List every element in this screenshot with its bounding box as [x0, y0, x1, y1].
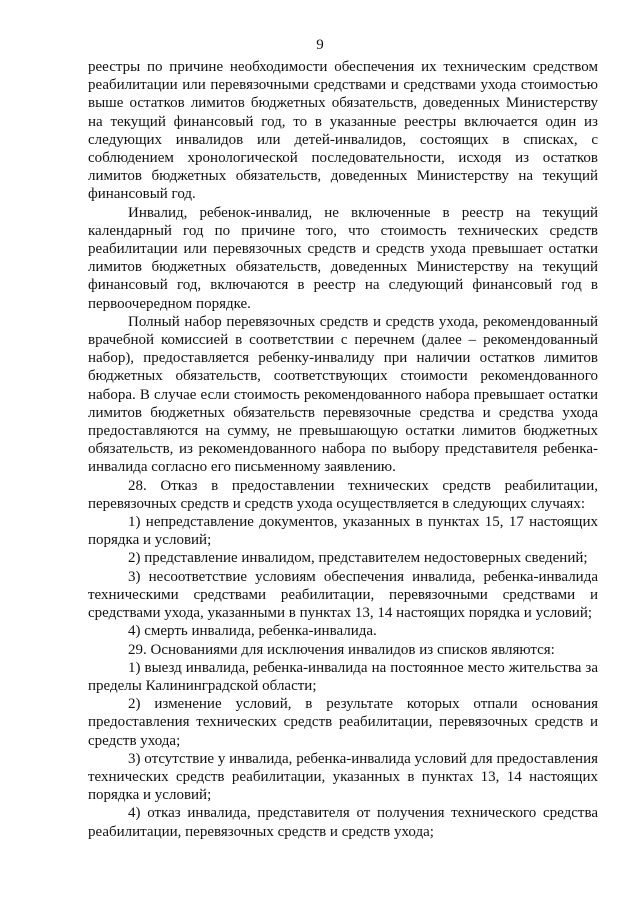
paragraph-28-item-3: 3) несоответствие условиям обеспечения инвалида, ребенка-инвалида техническими средствами реабилитации, перевязочными средствами и средствами ухода, указанными в пунктах 13, 14 настоящих порядка и условий; — [88, 568, 598, 622]
paragraph-full-set: Полный набор перевязочных средств и средств ухода, рекомендованный врачебной комиссией в соответствии с перечнем (далее – рекомендованный набор), предоставляется ребенку-инвалиду при наличии остатков лимитов бюджетных обязательств, соответствующих стоимости рекомендованного набора. В случае если стоимость рекомендованного набора превышает остатки лимитов бюджетных обязательств перевязочные средства и средства ухода предоставляются на сумму, не превышающую остатки лимитов бюджетных обязательств, из рекомендованного набора по выбору представителя ребенка-инвалида согласно его письменному заявлению. — [88, 313, 598, 476]
paragraph-28-item-4: 4) смерть инвалида, ребенка-инвалида. — [128, 623, 377, 640]
paragraph-29-item-2: 2) изменение условий, в результате которых отпали основания предоставления технических средств реабилитации, перевязочных средств и средств ухода; — [88, 696, 598, 749]
paragraph-not-included-invalid: Инвалид, ребенок-инвалид, не включенные в реестр на текущий календарный год по причине того, что стоимость технических средств реабилитации или перевязочных средств и средств ухода превышает остатки лимитов бюджетных обязательств, доведенных Министерству на текущий финансовый год, включаются в реестр на следующий финансовый год в первоочередном порядке. — [88, 204, 598, 312]
paragraph-registry-continuation: реестры по причине необходимости обеспечения их техническим средством реабилитации или перевязочными средствами и средствами ухода стоимостью выше остатков лимитов бюджетных обязательств, доведенных Министерству на текущий финансовый год, то в указанные реестры включается один из следующих инвалидов или детей-инвалидов, состоящих в списках, с соблюдением хронологической последовательности, исходя из остатков лимитов бюджетных обязательств, доведенных Министерству на текущий финансовый год. — [88, 59, 598, 203]
paragraph-28-item-2: 2) представление инвалидом, представителем недостоверных сведений; — [128, 550, 588, 567]
document-body — [88, 58, 598, 841]
paragraph-29-item-4: 4) отказ инвалида, представителя от получения технического средства реабилитации, перевязочных средств и средств ухода; — [88, 805, 598, 840]
paragraph-28-refusal: 28. Отказ в предоставлении технических средств реабилитации, перевязочных средств и средств ухода осуществляется в следующих случаях: — [88, 477, 598, 512]
paragraph-29-item-3: 3) отсутствие у инвалида, ребенка-инвалида условий для предоставления технических средств реабилитации, указанных в пунктах 13, 14 настоящих порядка и условий; — [88, 750, 598, 804]
paragraph-29-item-1: 1) выезд инвалида, ребенка-инвалида на постоянное место жительства за пределы Калининградской области; — [88, 659, 598, 694]
paragraph-28-item-1: 1) непредставление документов, указанных в пунктах 15, 17 настоящих порядка и условий; — [88, 514, 598, 549]
page-number: 9 — [316, 37, 324, 53]
paragraph-29-exclusion: 29. Основаниями для исключения инвалидов из списков являются: — [128, 641, 555, 658]
